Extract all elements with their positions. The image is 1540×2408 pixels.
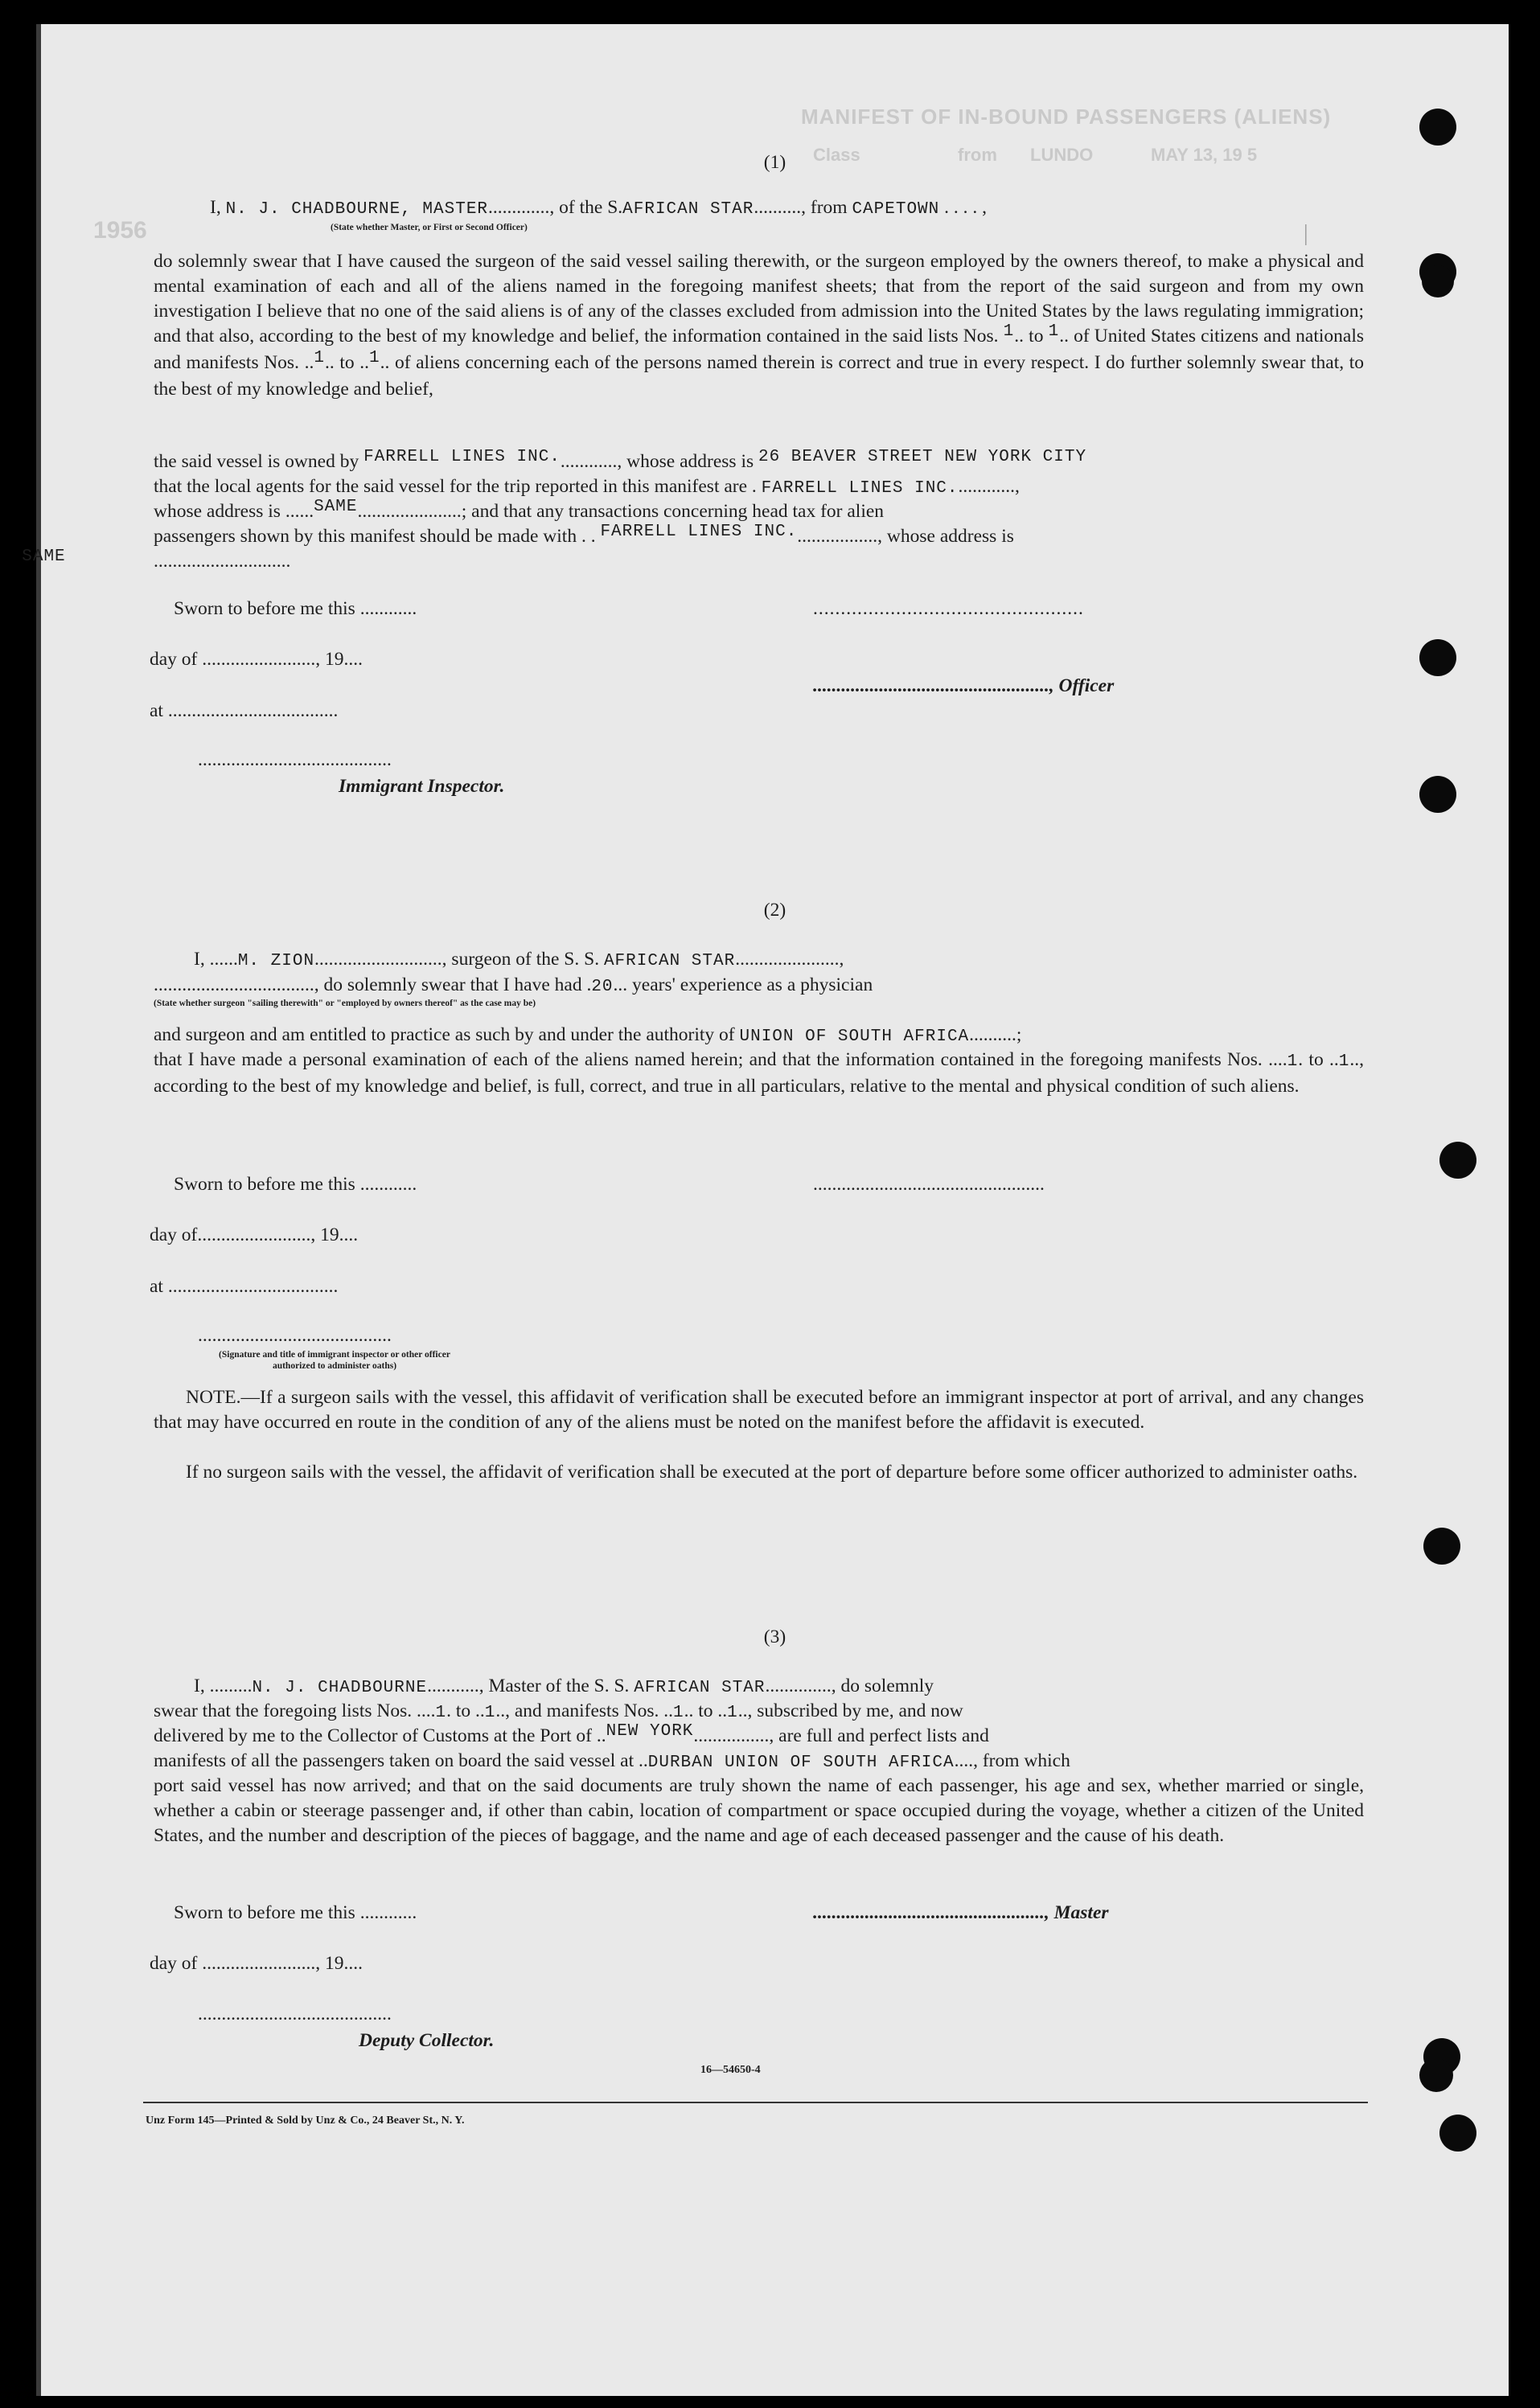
s1-passengers-suffix: ................., whose address is <box>797 526 1014 547</box>
s2-i: I, ...... <box>194 949 238 970</box>
punch-hole <box>1419 109 1456 146</box>
punch-hole <box>1419 639 1456 676</box>
s2-swear: , do solemnly swear that I have had <box>314 974 582 995</box>
s1-owner-addr-label: ............, whose address is <box>560 451 754 472</box>
head-tax-address-field: SAME <box>22 548 66 566</box>
s1-head-tax: ......................; and that any transactions concerning head tax for alien <box>357 501 885 522</box>
s3-collector-dots: ......................................... <box>198 2004 392 2024</box>
punch-hole <box>1439 2115 1476 2152</box>
s1-inspector-dots: ......................................... <box>198 749 392 770</box>
s1-whose: whose address is <box>154 501 281 522</box>
ghost-port: LUNDO <box>1030 145 1094 165</box>
s3-i: I, ......... <box>194 1676 253 1696</box>
s3-manifests-from-field: 1 <box>672 1704 684 1722</box>
s1-body-b: of United States citizens and nationals and manifests Nos. <box>154 326 1365 373</box>
s2-sig-caption: (Signature and title of immigrant inspector or other officer authorized to administer oaths) <box>219 1350 450 1371</box>
s3-subscribed: , subscribed by me, and now <box>747 1700 963 1721</box>
s1-of-ship: ............., of the S. <box>488 197 623 218</box>
s2-dots: ......................, <box>735 949 844 970</box>
s1-owned: the said vessel is owned by <box>154 451 359 472</box>
s1-caption: (State whether Master, or First or Second Officer) <box>331 223 528 232</box>
s2-body-a: that I have made a personal examination of each of the aliens named herein; and that the information contained in the foregoing manifests Nos. <box>154 1049 1263 1070</box>
s2-day: day of........................, 19.... <box>150 1225 359 1245</box>
s3-line-4 <box>154 1749 1070 1775</box>
s2-note <box>154 1385 1364 1435</box>
s1-whose-line: whose address is ......SAME......................; and that any transactions concerning head tax for alien <box>154 498 885 522</box>
section-2-number: (2) <box>763 900 786 921</box>
s2-authority-prefix: and surgeon and am entitled to practice as such by and under the authority of <box>154 1024 735 1045</box>
s3-ship-field: AFRICAN STAR <box>634 1679 766 1697</box>
s2-years-end: ... years' experience as a physician <box>613 974 873 995</box>
s1-day: day of ........................, 19.... <box>150 649 363 670</box>
s2-nos-to-field: 1 <box>1338 1052 1350 1071</box>
lists-from-field: 1 <box>1003 322 1015 341</box>
ghost-title: MANIFEST OF IN-BOUND PASSENGERS (ALIENS) <box>801 105 1332 129</box>
s1-at: at .................................... <box>150 700 339 721</box>
s3-port-field: NEW YORK <box>606 1722 694 1741</box>
s3-line-1 <box>194 1674 934 1700</box>
section-1-number: (1) <box>763 152 786 173</box>
s1-last-dots: ............................. <box>154 551 291 572</box>
section-1-body: do solemnly swear that I have caused the surgeon of the said vessel sailing therewith, or the surgeon employed by the owners thereof, to make a physical and mental examination of each and all of the aliens named in the foregoing manifest sheets; that from the report of the said surgeon and from my own investigation I believe that no one of the said aliens is of any of the classes excluded from admission into the United States by the laws regulating immigration; and that also, according to the best of my knowledge and belief, the information contained in the said lists Nos. 1.. to 1.. of United States citizens and nationals and manifests Nos. ..1.. to ..1.. of aliens concerning each of the persons named therein is correct and true in every respect. I do further solemnly swear that, to the best of my knowledge and belief, <box>154 251 1365 400</box>
s2-l2-dots: .................................. <box>154 974 314 995</box>
s1-last-line <box>22 548 339 576</box>
s1-to: to <box>1029 326 1044 347</box>
s2-sig-dots: ......................................... <box>198 1325 392 1346</box>
s1-officer-signature: .................................................., Officer <box>813 675 1115 696</box>
s2-line-1 <box>194 947 844 974</box>
s3-line-2: swear that the foregoing lists Nos. ....1. to ..1.., and manifests Nos. ..1.. to ..1.., subscribed by me, and now <box>154 1700 963 1722</box>
manifests-from-field: 1 <box>314 349 325 367</box>
s3-lists: swear that the foregoing lists Nos. .... <box>154 1700 436 1721</box>
ghost-code: 1956 <box>93 217 147 244</box>
form-code: 16—54650-4 <box>700 2064 761 2076</box>
surgeon-name-field: M. ZION <box>237 952 315 970</box>
s3-day: day of ........................, 19.... <box>150 1953 363 1974</box>
punch-hole <box>1439 1142 1476 1179</box>
s3-collector-label: Deputy Collector. <box>359 2030 495 2051</box>
authority-field: UNION OF SOUTH AFRICA <box>739 1028 970 1046</box>
s3-from-which: ...., from which <box>954 1750 1070 1771</box>
s3-manifests: , and manifests Nos. .. <box>505 1700 673 1721</box>
s2-sworn: Sworn to before me this ............ <box>174 1174 417 1195</box>
owner-address-field: 26 BEAVER STREET NEW YORK CITY <box>758 448 1087 466</box>
ghost-class: Class <box>813 145 860 165</box>
s2-at: at .................................... <box>150 1276 339 1297</box>
s3-taken-at-field: DURBAN UNION OF SOUTH AFRICA <box>647 1754 955 1772</box>
document-page <box>22 24 1509 2396</box>
s1-passengers-prefix: passengers shown by this manifest should be made with <box>154 526 577 547</box>
s2-caption: (State whether surgeon "sailing therewith" or "employed by owners thereof" as the case may be) <box>154 999 536 1008</box>
ghost-from: from <box>958 145 997 165</box>
head-tax-agent-field: FARRELL LINES INC. <box>600 523 798 541</box>
s2-line-2: .................................., do solemnly swear that I have had .20... years' experience as a physician <box>154 974 873 996</box>
s3-body: port said vessel has now arrived; and that on the said documents are truly shown the name of each passenger, his age and sex, whether married or single, whether a cabin or steerage passenger and, if other than cabin, location of compartment or space occupied during the voyage, whether a citizen of the United States, and the number and description of the pieces of baggage, and the name and age of each deceased passenger and the cause of his death. <box>154 1775 1364 1846</box>
agents-address-field: SAME <box>314 498 358 516</box>
s1-sworn: Sworn to before me this ............ <box>174 598 417 619</box>
ghost-date: MAY 13, 19 5 <box>1151 145 1258 165</box>
s1-agents-line: that the local agents for the said vessel for the trip reported in this manifest are . FARRELL LINES INC............., <box>154 476 1020 498</box>
s3-master-signature: ................................................., Master <box>813 1902 1109 1923</box>
s3-lists-to-field: 1 <box>484 1704 496 1722</box>
ship-name-field: AFRICAN STAR <box>622 200 754 219</box>
s1-body-c: of aliens concerning each of the persons named therein is correct and true in every respect. I do further solemnly swear that, to the best of my knowledge and belief, <box>154 352 1365 400</box>
s2-surgeon-of: ..........................., surgeon of the S. S. <box>314 949 600 970</box>
s1-dots: . . . . , <box>944 197 988 218</box>
manifests-to-field: 1 <box>368 349 380 367</box>
s2-line-3 <box>154 1023 1021 1049</box>
s2-officer-dots: ................................................. <box>813 1174 1045 1195</box>
footer-rule <box>143 2102 1368 2103</box>
s3-lists-from-field: 1 <box>435 1704 447 1722</box>
years-experience-field: 20 <box>591 978 614 996</box>
s2-note2: If no surgeon sails with the vessel, the affidavit of verification shall be executed at the port of departure before some officer authorized to administer oaths. <box>186 1462 1358 1483</box>
margin-mark: | <box>1304 221 1308 246</box>
s3-taken: manifests of all the passengers taken on board the said vessel at .. <box>154 1750 648 1771</box>
s1-agents-prefix: that the local agents for the said vessel for the trip reported in this manifest are <box>154 476 748 497</box>
port-from-field: CAPETOWN <box>852 200 940 219</box>
s1-passengers-line: passengers shown by this manifest should be made with . . FARRELL LINES INC.................., whose address is <box>154 523 1014 547</box>
s3-master-of: ..........., Master of the S. S. <box>427 1676 630 1696</box>
printer-line: Unz Form 145—Printed & Sold by Unz & Co., 24 Beaver St., N. Y. <box>146 2115 465 2127</box>
s3-solemnly: .............., do solemnly <box>765 1676 934 1696</box>
s1-body-a: do solemnly swear that I have caused the surgeon of the said vessel sailing therewith, or the surgeon employed by the owners thereof, to make a physical and mental examination of each and all of the aliens named in the foregoing manifest sheets; that from the report of the said surgeon and from my own investigation I believe that no one of the said aliens is of any of the classes excluded from admission into the United States by the laws regulating immigration; and that also, according to the best of my knowledge and belief, the information contained in the said lists Nos. <box>154 251 1364 347</box>
s1-from: .........., from <box>754 197 848 218</box>
note-label: NOTE. <box>186 1387 241 1408</box>
lists-to-field: 1 <box>1048 322 1060 341</box>
s2-nos-from-field: 1 <box>1287 1052 1299 1071</box>
section-1-line-1 <box>210 195 987 222</box>
s1-agents-dots: ............, <box>958 476 1020 497</box>
owner-field: FARRELL LINES INC. <box>363 448 561 466</box>
s3-master-field: N. J. CHADBOURNE <box>252 1679 428 1697</box>
s3-sworn: Sworn to before me this ............ <box>174 1902 417 1923</box>
s3-perfect: ................, are full and perfect lists and <box>693 1725 989 1746</box>
agents-field: FARRELL LINES INC. <box>761 479 959 498</box>
s3-line-3 <box>154 1724 989 1750</box>
s2-body-b: , according to the best of my knowledge and belief, is full, correct, and true in all particulars, relative to the mental and physical condition of such aliens. <box>154 1049 1365 1097</box>
punch-hole <box>1419 776 1456 813</box>
s1-inspector-label: Immigrant Inspector. <box>339 776 505 797</box>
punch-hole <box>1422 265 1454 297</box>
s1-owner-line <box>154 449 1086 476</box>
s3-collector: delivered by me to the Collector of Customs at the Port of .. <box>154 1725 606 1746</box>
s3-manifests-to-field: 1 <box>727 1704 738 1722</box>
s2-authority-dots: ..........; <box>969 1024 1022 1045</box>
s2-body: that I have made a personal examination of each of the aliens named herein; and that the information contained in the foregoing manifests Nos. ....1. to ..1.., according to the best of my knowledge and belief, is full, correct, and true in all particulars, relative to the mental and physical condition of such aliens. <box>154 1049 1365 1097</box>
s1-i: I, <box>210 197 221 218</box>
master-name-field: N. J. CHADBOURNE, MASTER <box>225 200 489 219</box>
note-text: —If a surgeon sails with the vessel, this affidavit of verification shall be executed before an immigrant inspector at port of arrival, and any changes that may have occurred en route in the condition of any of the aliens must be noted on the manifest before the affidavit is executed. <box>154 1387 1364 1433</box>
section-3-number: (3) <box>763 1627 786 1647</box>
punch-hole <box>1423 1528 1460 1565</box>
s2-ship-field: AFRICAN STAR <box>603 952 736 970</box>
s1-officer-top-dots: ................................................. <box>813 598 1084 619</box>
punch-hole <box>1419 2058 1453 2092</box>
